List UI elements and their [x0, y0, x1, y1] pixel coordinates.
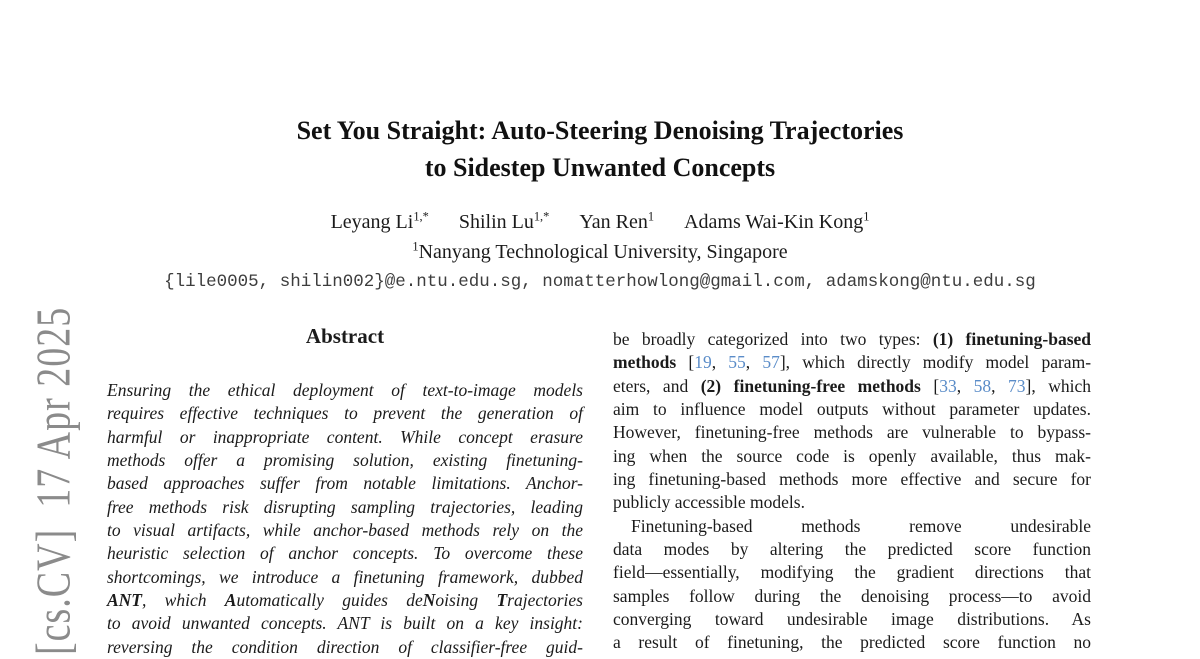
text-line: to visual artifacts, while anchor-based methods rely on the	[107, 519, 583, 540]
text-line: free methods risk disrupting sampling trajectories, leading	[107, 496, 583, 517]
paper-title-line-2: to Sidestep Unwanted Concepts	[424, 153, 776, 183]
text-line: Finetuning-based methods remove undesirable	[631, 515, 1091, 536]
abstract-heading: Abstract	[305, 324, 385, 348]
paper-title-line-1: Set You Straight: Auto-Steering Denoising Trajectories	[296, 116, 904, 146]
citation-link[interactable]: 33	[939, 375, 957, 396]
text-line: ing when the source code is openly available, thus mak-	[613, 445, 1091, 466]
text-line: methods offer a promising solution, existing finetuning-	[107, 449, 583, 470]
affiliation-mark: 1	[412, 239, 419, 254]
author-list	[0, 211, 1200, 234]
author-2: Shilin $Lu^{1,*}$	[458, 209, 550, 233]
text-line: ing finetuning-based methods more effective and secure for	[613, 468, 1091, 489]
citation-link[interactable]: 55	[728, 352, 746, 373]
text-line: samples follow during the denoising process—to avoid	[613, 585, 1091, 606]
citation-link[interactable]: 57	[762, 352, 780, 373]
text-line: based approaches suffer from notable limitations. Anchor-	[107, 473, 583, 494]
text-line: data modes by altering the predicted score function	[613, 538, 1091, 559]
text-line: shortcomings, we introduce a finetuning framework, dubbed	[107, 566, 583, 587]
text-line: heuristic selection of anchor concepts. To overcome these	[107, 543, 583, 564]
text-line: methods [19, 55, 57], which directly modify model param-	[613, 352, 1092, 373]
text-line: reversing the condition direction of classifier-free guid-	[107, 636, 583, 657]
arxiv-stamp: [cs.CV] 17 Apr 2025	[27, 306, 82, 655]
author-1-affiliation-mark: 1,*	[413, 209, 429, 224]
citation-link[interactable]: 58	[973, 375, 992, 396]
text-line: to avoid unwanted concepts. ANT is built on a key insight:	[107, 613, 583, 634]
text-line: However, finetuning-free methods are vulnerable to bypass-	[613, 422, 1091, 443]
text-line: be broadly categorized into two types: (1) finetuning-based	[613, 329, 1092, 349]
right-column	[613, 328, 1091, 655]
text-line: harmful or inappropriate content. While concept erasure	[107, 426, 583, 447]
citation-link[interactable]: 73	[1008, 375, 1026, 396]
author-1: Leyang $Li^{1,*}$	[330, 209, 429, 233]
text-line: field—essentially, modifying the gradient directions that	[613, 562, 1091, 583]
affiliation: $^1$Nanyang Technological University, Singapore	[412, 239, 788, 263]
author-4-affiliation-mark: 1	[863, 209, 870, 224]
author-4: Adams Wai-Kin Kong$^1$	[684, 209, 870, 233]
author-emails: {lile0005, shilin002}@e.ntu.edu.sg, nomatterhowlong@gmail.com, adamskong@ntu.edu.sg	[164, 272, 1036, 292]
text-line: publicly accessible models.	[613, 492, 805, 513]
author-2-affiliation-mark: 1,*	[533, 209, 550, 224]
text-line: Ensuring the ethical deployment of text-to-image models	[107, 380, 583, 400]
paper-title	[0, 112, 1200, 186]
text-line: a result of finetuning, the predicted score function no	[613, 632, 1091, 653]
text-line: converging toward undesirable image distributions. As	[613, 608, 1091, 629]
author-3: Yan Ren$^1$	[579, 209, 655, 233]
citation-link[interactable]: 19	[694, 352, 712, 373]
text-line: aim to influence model outputs without parameter updates.	[613, 398, 1091, 419]
author-3-affiliation-mark: 1	[647, 209, 655, 224]
text-line: eters, and (2) finetuning-free methods [33, 58, 73], which	[613, 375, 1092, 396]
abstract-text	[107, 379, 583, 659]
text-line: requires effective techniques to prevent the generation of	[107, 403, 583, 424]
left-column	[107, 322, 583, 659]
text-line: ANT, which Automatically guides deNoising Trajectories	[107, 589, 583, 610]
introduction-text	[613, 328, 1091, 655]
